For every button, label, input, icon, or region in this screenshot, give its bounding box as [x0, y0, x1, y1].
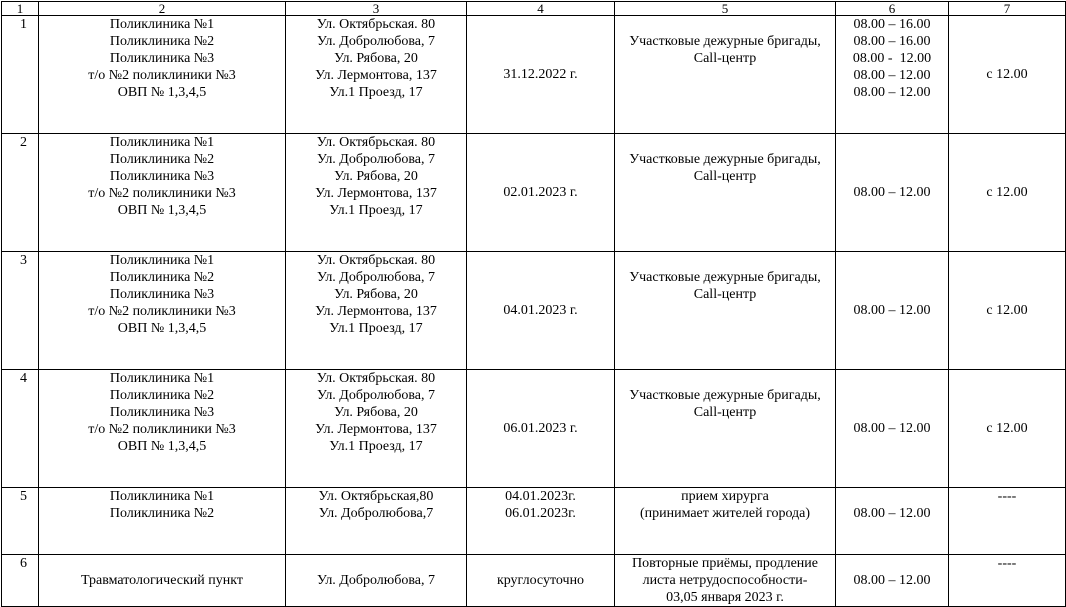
- table-row: [2, 16, 1066, 134]
- address: Ул. Рябова, 20: [334, 287, 418, 302]
- service-cell: [615, 252, 836, 370]
- date-cell: 02.01.2023 г.: [467, 134, 615, 252]
- clinic-name: Поликлиника №3: [109, 287, 215, 302]
- address: Ул. Добролюбова, 7: [316, 388, 435, 403]
- hours-line: 08.00 – 12.00: [853, 85, 931, 100]
- row-number: 2: [2, 134, 39, 252]
- hours-cell: [836, 16, 949, 134]
- header-cell: 4: [467, 2, 615, 16]
- date-cell: 04.01.2023 г.: [467, 252, 615, 370]
- address: Ул. Добролюбова,7: [318, 506, 434, 521]
- from-cell: с 12.00: [949, 252, 1066, 370]
- hours-cell: [836, 252, 949, 370]
- clinic-name: Поликлиника №3: [109, 169, 215, 184]
- header-cell: 5: [615, 2, 836, 16]
- address: Ул. Рябова, 20: [334, 51, 418, 66]
- address: Ул. Октябрьская. 80: [316, 371, 436, 386]
- service-line: прием хирурга: [681, 489, 769, 504]
- service-line: Call-центр: [693, 287, 757, 302]
- service-cell: [615, 555, 836, 607]
- service-line: Участковые дежурные бригады,: [629, 34, 821, 49]
- clinic-name: Поликлиника №2: [109, 506, 215, 521]
- clinic-name: Поликлиника №2: [109, 270, 215, 285]
- clinic-name: Поликлиника №1: [109, 135, 215, 150]
- header-cell: 6: [836, 2, 949, 16]
- hours-line: 08.00 – 12.00: [853, 68, 931, 83]
- service-line: Участковые дежурные бригады,: [629, 388, 821, 403]
- clinic-name: Поликлиника №2: [109, 34, 215, 49]
- addresses-cell: [286, 370, 467, 488]
- from-cell: с 12.00: [949, 134, 1066, 252]
- header-cell: 3: [286, 2, 467, 16]
- address: Ул. Добролюбова, 7: [316, 152, 435, 167]
- from-cell: ----: [949, 555, 1066, 607]
- clinic-name: Травматологический пункт: [80, 573, 243, 588]
- date-cell: [467, 488, 615, 555]
- clinic-name: т/о №2 поликлиники №3: [88, 68, 236, 83]
- address: Ул. Рябова, 20: [334, 169, 418, 184]
- clinic-name: Поликлиника №3: [109, 51, 215, 66]
- date-cell: 31.12.2022 г.: [467, 16, 615, 134]
- address: Ул. Добролюбова, 7: [316, 34, 435, 49]
- address: Ул.1 Проезд, 17: [329, 321, 423, 336]
- clinic-name: Поликлиника №2: [109, 152, 215, 167]
- address: Ул. Октябрьская. 80: [316, 17, 436, 32]
- clinic-name: Поликлиника №1: [109, 371, 215, 386]
- table-row: [2, 488, 1066, 555]
- addresses-cell: [286, 555, 467, 607]
- clinic-name: Поликлиника №1: [109, 489, 215, 504]
- hours-line: 08.00 – 12.00: [853, 303, 931, 318]
- hours-cell: [836, 488, 949, 555]
- addresses-cell: [286, 488, 467, 555]
- service-line: Call-центр: [693, 51, 757, 66]
- service-cell: [615, 134, 836, 252]
- service-line: Call-центр: [693, 405, 757, 420]
- row-number: 4: [2, 370, 39, 488]
- clinic-name: Поликлиника №1: [109, 253, 215, 268]
- clinic-name: т/о №2 поликлиники №3: [88, 304, 236, 319]
- addresses-cell: [286, 134, 467, 252]
- hours-line: 08.00 – 16.00: [853, 34, 931, 49]
- addresses-cell: [286, 252, 467, 370]
- service-line: Участковые дежурные бригады,: [629, 270, 821, 285]
- date-line: 06.01.2023г.: [505, 506, 576, 521]
- from-cell: с 12.00: [949, 370, 1066, 488]
- clinic-name: ОВП № 1,3,4,5: [117, 203, 207, 218]
- address: Ул.1 Проезд, 17: [329, 203, 423, 218]
- table-row: [2, 134, 1066, 252]
- header-cell: 7: [949, 2, 1066, 16]
- address: Ул. Лермонтова, 137: [315, 422, 437, 437]
- schedule-table: [1, 1, 1066, 607]
- table-row: [2, 252, 1066, 370]
- address: Ул. Рябова, 20: [334, 405, 418, 420]
- hours-line: 08.00 - 12.00: [852, 51, 932, 66]
- clinic-name: Поликлиника №3: [109, 405, 215, 420]
- clinics-cell: [39, 488, 286, 555]
- hours-line: 08.00 – 16.00: [853, 17, 931, 32]
- hours-cell: [836, 370, 949, 488]
- hours-line: 08.00 – 12.00: [853, 573, 931, 588]
- header-cell: 1: [2, 2, 39, 16]
- row-number: 1: [2, 16, 39, 134]
- service-cell: [615, 488, 836, 555]
- clinics-cell: [39, 134, 286, 252]
- service-line: 03,05 января 2023 г.: [666, 590, 784, 605]
- row-number: 3: [2, 252, 39, 370]
- date-line: 04.01.2023г.: [505, 489, 576, 504]
- address: Ул. Добролюбова, 7: [316, 573, 435, 588]
- service-line: листа нетрудоспособности-: [642, 573, 808, 588]
- service-line: Повторные приёмы, продление: [632, 556, 818, 571]
- date-cell: 06.01.2023 г.: [467, 370, 615, 488]
- row-number: 5: [2, 488, 39, 555]
- address: Ул. Октябрьская. 80: [316, 253, 436, 268]
- clinic-name: ОВП № 1,3,4,5: [117, 85, 207, 100]
- clinic-name: Поликлиника №2: [109, 388, 215, 403]
- from-cell: с 12.00: [949, 16, 1066, 134]
- service-cell: [615, 16, 836, 134]
- from-cell: ----: [949, 488, 1066, 555]
- clinics-cell: [39, 16, 286, 134]
- address: Ул.1 Проезд, 17: [329, 85, 423, 100]
- date-cell: круглосуточно: [467, 555, 615, 607]
- clinic-name: Поликлиника №1: [109, 17, 215, 32]
- service-line: Call-центр: [693, 169, 757, 184]
- clinic-name: т/о №2 поликлиники №3: [88, 186, 236, 201]
- address: Ул. Октябрьская,80: [318, 489, 434, 504]
- hours-cell: [836, 134, 949, 252]
- clinics-cell: [39, 252, 286, 370]
- address: Ул.1 Проезд, 17: [329, 439, 423, 454]
- address: Ул. Лермонтова, 137: [315, 68, 437, 83]
- header-cell: 2: [39, 2, 286, 16]
- clinic-name: ОВП № 1,3,4,5: [117, 321, 207, 336]
- table-row: [2, 370, 1066, 488]
- address: Ул. Лермонтова, 137: [315, 186, 437, 201]
- clinic-name: т/о №2 поликлиники №3: [88, 422, 236, 437]
- addresses-cell: [286, 16, 467, 134]
- table-row: [2, 555, 1066, 607]
- service-cell: [615, 370, 836, 488]
- service-line: (принимает жителей города): [639, 506, 811, 521]
- header-row: [2, 2, 1066, 16]
- hours-line: 08.00 – 12.00: [853, 506, 931, 521]
- hours-cell: [836, 555, 949, 607]
- service-line: Участковые дежурные бригады,: [629, 152, 821, 167]
- address: Ул. Октябрьская. 80: [316, 135, 436, 150]
- clinic-name: ОВП № 1,3,4,5: [117, 439, 207, 454]
- clinics-cell: [39, 370, 286, 488]
- address: Ул. Добролюбова, 7: [316, 270, 435, 285]
- row-number: 6: [2, 555, 39, 607]
- hours-line: 08.00 – 12.00: [853, 421, 931, 436]
- address: Ул. Лермонтова, 137: [315, 304, 437, 319]
- clinics-cell: [39, 555, 286, 607]
- hours-line: 08.00 – 12.00: [853, 185, 931, 200]
